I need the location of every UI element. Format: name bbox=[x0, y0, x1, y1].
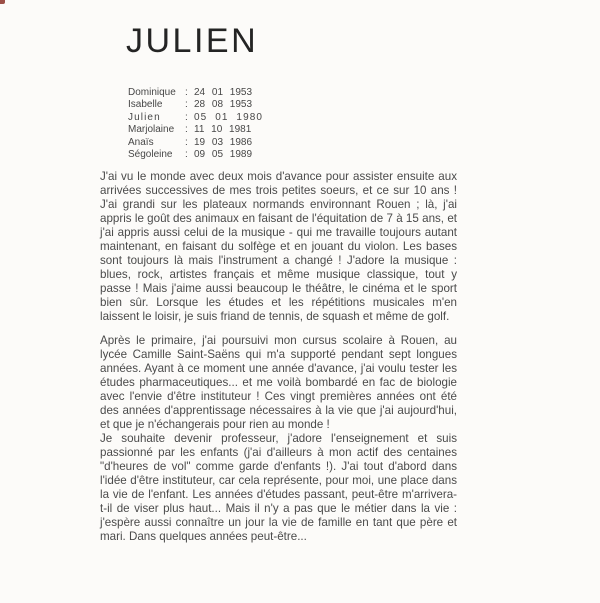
family-birthdates-list bbox=[128, 87, 263, 161]
family-row-dominique bbox=[128, 87, 263, 99]
family-row-marjolaine bbox=[128, 124, 263, 136]
member-birthdate: 09 05 1989 bbox=[194, 149, 253, 161]
colon-separator: : bbox=[185, 99, 188, 111]
autobiography-text bbox=[100, 170, 457, 544]
member-name: Marjolaine bbox=[128, 124, 175, 136]
family-row-segoleine bbox=[128, 149, 263, 161]
colon-separator: : bbox=[185, 149, 188, 161]
member-name: Julien bbox=[128, 111, 161, 123]
page-title: JULIEN bbox=[126, 22, 259, 60]
member-name: Dominique bbox=[128, 87, 176, 98]
member-birthdate: 19 03 1986 bbox=[194, 136, 253, 148]
scan-artifact bbox=[0, 0, 5, 4]
colon-separator: : bbox=[185, 111, 189, 123]
paragraph-childhood: J'ai vu le monde avec deux mois d'avance pour assister ensuite aux arrivées successives de mes trois petites soeurs, et ce sur 10 ans ! J'ai grandi sur les plateaux normands environnant Rouen ; là, j'ai appris le goût des animaux en faisant de l'équitation de 7 à 15 ans, et j'ai appris aussi celui de la musique - qui me travaille toujours autant maintenant, en faisant du solfège et en jouant du violon. Les bases sont toujours là mais l'instrument a changé ! J'adore la musique : blues, rock, artistes français et même musique classique, tout y passe ! Mais j'aime aussi beaucoup le théâtre, le cinéma et le sport bien sûr. Lorsque les études et les répétitions musicales m'en laissent le loisir, je suis friand de tennis, de squash et même de golf. bbox=[100, 170, 457, 324]
family-row-anais bbox=[128, 137, 263, 149]
member-name: Ségoleine bbox=[128, 149, 173, 161]
paragraph-studies: Après le primaire, j'ai poursuivi mon cursus scolaire à Rouen, au lycée Camille Saint-Saëns qui m'a supporté pendant sept longues années. Ayant à ce moment une année d'avance, j'ai voulu tester les études pharmaceutiques... et me voilà bombardé en fac de biologie avec l'envie d'être instituteur ! Ces vingt premières années ont été des années d'apprentissage nécessaires à la vie que j'ai aujourd'hui, et que je n'échangerais pour rien au monde ! bbox=[100, 333, 457, 431]
colon-separator: : bbox=[185, 136, 188, 148]
colon-separator: : bbox=[185, 124, 188, 136]
member-name: Isabelle bbox=[128, 99, 163, 111]
member-name: Anaïs bbox=[128, 136, 154, 148]
member-birthdate: 11 10 1981 bbox=[194, 124, 252, 136]
member-birthdate: 28 08 1953 bbox=[194, 99, 253, 111]
family-row-julien bbox=[128, 112, 263, 124]
family-row-isabelle bbox=[128, 99, 263, 111]
member-birthdate: 24 01 1953 bbox=[194, 87, 253, 98]
member-birthdate: 05 01 1980 bbox=[194, 111, 264, 123]
colon-separator: : bbox=[185, 87, 188, 98]
paragraph-future: Je souhaite devenir professeur, j'adore l'enseignement et suis passionné par les enfants (j'ai d'ailleurs à mon actif des centaines "d'heures de vol" comme garde d'enfants !). J'ai tout d'abord dans l'idée d'être instituteur, car cela représente, pour moi, une place dans la vie de l'enfant. Les années d'études passant, peut-être m'arrivera-t-il de viser plus haut... Mais il n'y a pas que le métier dans la vie : j'espère aussi connaître un jour la vie de famille en tant que père et mari. Dans quelques années peut-être... bbox=[100, 431, 457, 544]
